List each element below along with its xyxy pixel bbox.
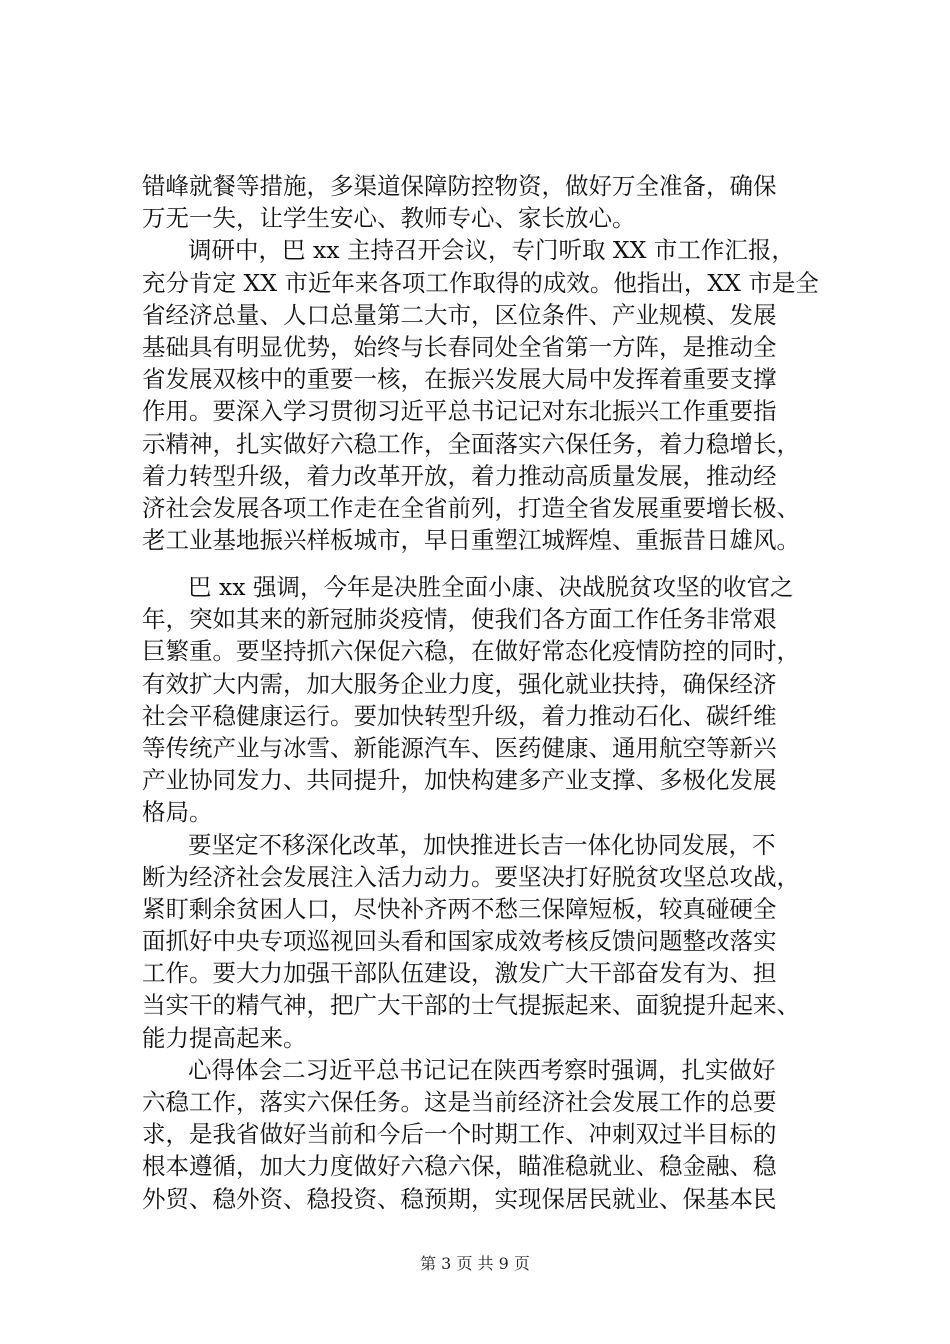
text-line: 外贸、稳外资、稳投资、稳预期，实现保居民就业、保基本民 [142,1184,777,1213]
text-line: 等传统产业与冰雪、新能源汽车、医药健康、通用航空等新兴 [142,733,777,762]
text-line: 有效扩大内需，加大服务企业力度，强化就业扶持，确保经济 [142,669,777,698]
page-number-footer: 第 3 页 共 9 页 [420,1254,530,1273]
text-line: 当实干的精气神，把广大干部的士气提振起来、面貌提升起来、 [142,991,800,1020]
text-line: 省发展双核中的重要一核，在振兴发展大局中发挥着重要支撑 [142,365,777,394]
text-line: 错峰就餐等措施，多渠道保障防控物资，做好万全准备，确保 [142,172,777,200]
text-line: 心得体会二习近平总书记记在陕西考察时强调，扎实做好 [188,1055,776,1084]
text-line: 充分肯定 XX 市近年来各项工作取得的成效。他指出，XX 市是全 [142,268,819,297]
text-line: 省经济总量、人口总量第二大市，区位条件、产业规模、发展 [142,300,777,329]
text-line: 求，是我省做好当前和今后一个时期工作、冲刺双过半目标的 [142,1120,777,1149]
text-line: 产业协同发力、共同提升，加快构建多产业支撑、多极化发展 [142,766,777,795]
text-line: 断为经济社会发展注入活力动力。要坚决打好脱贫攻坚总攻战， [142,862,800,891]
text-line: 格局。 [142,798,213,827]
text-line: 巨繁重。要坚持抓六保促六稳，在做好常态化疫情防控的同时， [142,637,800,666]
paragraph-block-2 [142,571,832,1215]
text-line: 面抓好中央专项巡视回头看和国家成效考核反馈问题整改落实 [142,927,777,956]
text-line: 示精神，扎实做好六稳工作，全面落实六保任务，着力稳增长， [142,429,800,458]
text-line: 调研中，巴 xx 主持召开会议，专门听取 XX 市工作汇报， [188,236,795,265]
text-line: 万无一失，让学生安心、教师专心、家长放心。 [142,204,636,233]
text-line: 年，突如其来的新冠肺炎疫情，使我们各方面工作任务非常艰 [142,605,777,634]
text-line: 济社会发展各项工作走在全省前列，打造全省发展重要增长极、 [142,493,800,522]
text-line: 基础具有明显优势，始终与长春同处全省第一方阵，是推动全 [142,332,777,361]
text-line: 老工业基地振兴样板城市，早日重塑江城辉煌、重振昔日雄风。 [142,526,800,555]
text-line: 工作。要大力加强干部队伍建设，激发广大干部奋发有为、担 [142,959,777,988]
text-line: 作用。要深入学习贯彻习近平总书记记对东北振兴工作重要指 [142,397,777,426]
text-line: 要坚定不移深化改革，加快推进长吉一体化协同发展，不 [188,830,776,859]
text-line: 根本遵循，加大力度做好六稳六保，瞄准稳就业、稳金融、稳 [142,1152,777,1181]
text-line: 紧盯剩余贫困人口，尽快补齐两不愁三保障短板，较真碰硬全 [142,894,777,923]
text-line: 六稳工作，落实六保任务。这是当前经济社会发展工作的总要 [142,1088,777,1116]
text-line: 社会平稳健康运行。要加快转型升级，着力推动石化、碳纤维 [142,701,777,730]
text-line: 能力提高起来。 [142,1023,307,1052]
paragraph-block-1 [142,170,832,556]
text-line: 巴 xx 强调，今年是决胜全面小康、决战脱贫攻坚的收官之 [188,573,794,601]
text-line: 着力转型升级，着力改革开放，着力推动高质量发展，推动经 [142,461,777,490]
